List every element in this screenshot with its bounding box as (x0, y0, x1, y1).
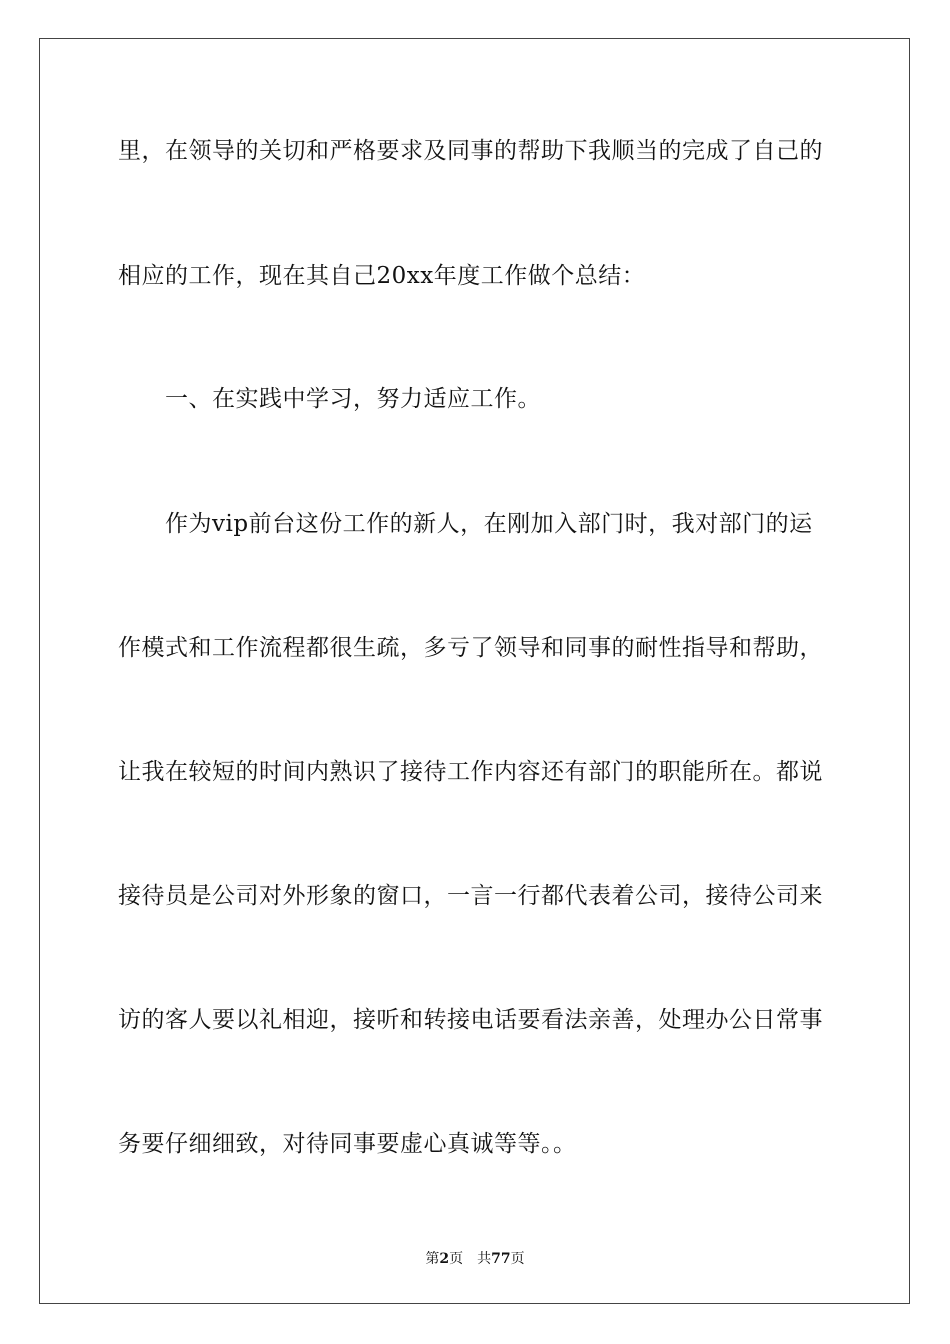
total-suffix: 页 (510, 1251, 525, 1267)
body-text-line: 作模式和工作流程都很生疏，多亏了领导和同事的耐性指导和帮助， (118, 635, 823, 661)
page-prefix: 第 (425, 1251, 440, 1267)
body-text-line: 接待员是公司对外形象的窗口，一言一行都代表着公司，接待公司来 (118, 883, 823, 909)
body-text-line: 让我在较短的时间内熟识了接待工作内容还有部门的职能所在。都说 (118, 759, 823, 785)
page-frame (39, 38, 910, 1304)
body-text-line: 作为vip前台这份工作的新人，在刚加入部门时，我对部门的运 (165, 511, 813, 537)
page-number: 2 (439, 1251, 450, 1267)
body-text-line: 相应的工作，现在其自己20xx年度工作做个总结： (118, 263, 646, 289)
body-text-line: 务要仔细细致，对待同事要虚心真诚等等。。 (118, 1131, 577, 1157)
body-text-line: 访的客人要以礼相迎，接听和转接电话要看法亲善，处理办公日常事 (118, 1007, 823, 1033)
total-prefix: 共 (477, 1251, 492, 1267)
total-pages: 77 (491, 1251, 511, 1267)
page-footer (0, 1250, 950, 1268)
section-heading: 一、在实践中学习，努力适应工作。 (165, 386, 541, 412)
body-text-line: 里，在领导的关切和严格要求及同事的帮助下我顺当的完成了自己的 (118, 138, 823, 164)
page-suffix: 页 (449, 1251, 464, 1267)
